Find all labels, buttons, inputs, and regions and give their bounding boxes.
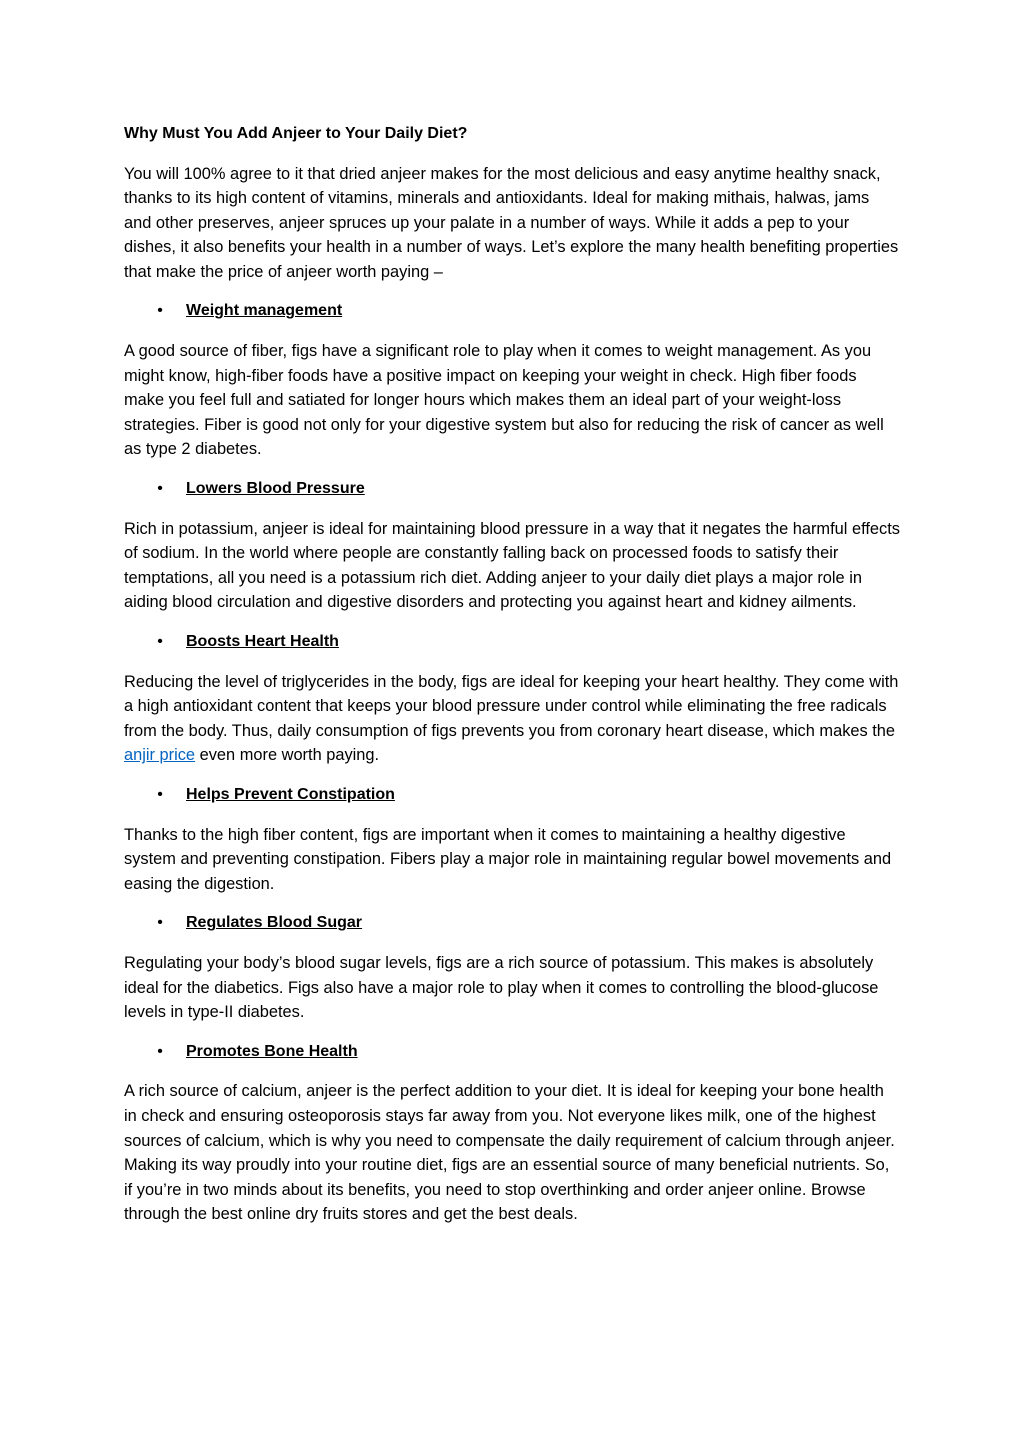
bullet-dot-icon: • [157, 480, 163, 498]
bullet-dot-icon: • [157, 633, 163, 650]
section-heading: Helps Prevent Constipation [186, 785, 395, 803]
body-text-before-link: Reducing the level of triglycerides in the body, figs are ideal for keeping your heart healthy. They come with a high antioxidant content that keeps your blood pressure under control while eliminating the free radicals from the body. Thus, daily consumption of figs prevents you from coronary heart disease, which makes the [124, 672, 899, 740]
bullet-heading-blood-sugar [124, 911, 900, 936]
section-heading: Weight management [186, 302, 343, 320]
bullet-heading-heart-health [124, 630, 900, 655]
bullet-dot-icon: • [157, 1042, 163, 1060]
section-heading: Lowers Blood Pressure [186, 480, 365, 498]
anjir-price-link[interactable]: anjir price [124, 746, 196, 765]
section-body-weight-management: A good source of fiber, figs have a significant role to play when it comes to weight management. As you might know, high-fiber foods have a positive impact on keeping your weight in check. High fiber foods make you feel full and satiated for longer hours which makes them an ideal part of your weight-loss strategies. Fiber is good not only for your digestive system but also for reducing the risk of cancer as well as type 2 diabetes. [124, 342, 884, 459]
bullet-heading-weight-management [124, 299, 900, 324]
bullet-dot-icon: • [157, 302, 163, 320]
section-body-bone-health: A rich source of calcium, anjeer is the perfect addition to your diet. It is ideal for keeping your bone health in check and ensuring osteoporosis stays far away from you. Not everyone likes milk, one of the highest sources of calcium, which is why you need to compensate the daily requirement of calcium through anjeer. Making its way proudly into your routine diet, figs are an essential source of many beneficial nutrients. So, if you’re in two minds about its benefits, you need to stop overthinking and order anjeer online. Browse through the best online dry fruits stores and get the best deals. [124, 1082, 895, 1224]
bullet-dot-icon: • [157, 914, 163, 932]
bullet-heading-blood-pressure [124, 477, 900, 502]
section-body-blood-pressure: Rich in potassium, anjeer is ideal for maintaining blood pressure in a way that it negates the harmful effects of sodium. In the world where people are constantly falling back on processed foods to satisfy their temptations, all you need is a potassium rich diet. Adding anjeer to your daily diet plays a major role in aiding blood circulation and digestive disorders and protecting you against heart and kidney ailments. [124, 519, 900, 612]
section-body-heart-health [124, 670, 900, 768]
bullet-heading-bone-health [124, 1040, 900, 1065]
bullet-heading-constipation [124, 783, 900, 808]
bullet-dot-icon: • [157, 785, 163, 803]
section-body-constipation: Thanks to the high fiber content, figs are important when it comes to maintaining a healthy digestive system and preventing constipation. Fibers play a major role in maintaining regular bowel movements and easing the digestion. [124, 825, 892, 893]
section-heading: Boosts Heart Health [186, 633, 339, 650]
document-page [124, 122, 900, 1242]
body-text-after-link: even more worth paying. [195, 746, 380, 765]
section-body-blood-sugar: Regulating your body’s blood sugar levels, figs are a rich source of potassium. This makes is absolutely ideal for the diabetics. Figs also have a major role to play when it comes to controlling the blood-glucose levels in type-II diabetes. [124, 953, 879, 1022]
section-heading: Regulates Blood Sugar [186, 914, 363, 932]
section-heading: Promotes Bone Health [186, 1042, 358, 1060]
intro-paragraph: You will 100% agree to it that dried anjeer makes for the most delicious and easy anytime healthy snack, thanks to its high content of vitamins, minerals and antioxidants. Ideal for making mithais, halwas, jams and other preserves, anjeer spruces up your palate in a number of ways. While it adds a pep to your dishes, it also benefits your health in a number of ways. Let’s explore the many health benefiting properties that make the price of anjeer worth paying – [124, 164, 899, 281]
document-title: Why Must You Add Anjeer to Your Daily Diet? [124, 125, 468, 142]
